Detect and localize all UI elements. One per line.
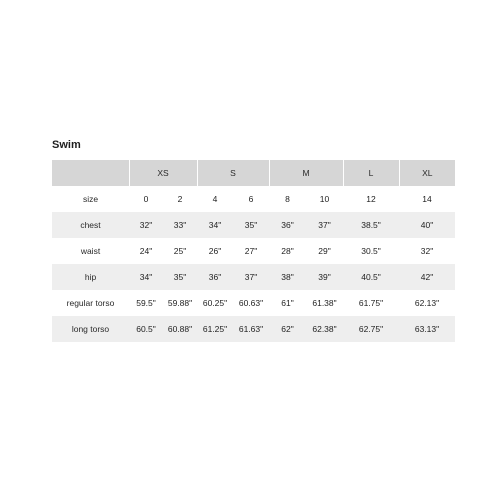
table-cell: 6 xyxy=(248,194,254,204)
size-header-row xyxy=(52,160,455,186)
page-title: Swim xyxy=(52,139,81,151)
row-label: regular torso xyxy=(66,298,115,308)
size-header-xs: XS xyxy=(129,160,197,186)
row-label: hip xyxy=(52,264,129,290)
row-label: chest xyxy=(52,212,129,238)
table-cell: 27" xyxy=(244,246,258,256)
table-cell: 2 xyxy=(177,194,183,204)
table-cell: 63.13" xyxy=(399,316,455,342)
table-cell: 10 xyxy=(319,194,330,204)
table-cell: 40" xyxy=(399,212,455,238)
table-cell: 36" xyxy=(269,212,306,238)
table-cell: 29" xyxy=(318,246,331,256)
row-label: size xyxy=(82,194,99,204)
size-chart-table xyxy=(52,160,455,342)
table-cell: 0 xyxy=(143,194,149,204)
table-cell: 32" xyxy=(420,246,434,256)
table-row xyxy=(52,238,455,264)
header-blank-cell xyxy=(52,160,129,186)
table-cell: 37" xyxy=(233,264,269,290)
table-cell: 59.5" xyxy=(136,298,156,308)
table-cell: 14 xyxy=(422,194,432,204)
size-header-xl: XL xyxy=(399,160,455,186)
table-cell: 33" xyxy=(163,212,197,238)
table-cell: 59.88" xyxy=(167,298,193,308)
table-row xyxy=(52,316,455,342)
table-row xyxy=(52,186,455,212)
table-cell: 30.5" xyxy=(361,246,381,256)
table-cell: 26" xyxy=(208,246,222,256)
table-cell: 62" xyxy=(269,316,306,342)
table-cell: 62.75" xyxy=(343,316,399,342)
table-cell: 60.88" xyxy=(163,316,197,342)
table-cell: 60.25" xyxy=(202,298,228,308)
table-row xyxy=(52,290,455,316)
table-cell: 62.13" xyxy=(414,298,440,308)
table-cell: 42" xyxy=(399,264,455,290)
table-cell: 36" xyxy=(197,264,233,290)
table-cell: 25" xyxy=(173,246,187,256)
table-cell: 60.5" xyxy=(129,316,163,342)
table-cell: 32" xyxy=(129,212,163,238)
table-cell: 40.5" xyxy=(343,264,399,290)
table-cell: 12 xyxy=(366,194,376,204)
row-label: long torso xyxy=(52,316,129,342)
table-row xyxy=(52,264,455,290)
table-cell: 37" xyxy=(306,212,343,238)
table-cell: 35" xyxy=(233,212,269,238)
table-cell: 8 xyxy=(285,194,290,204)
table-cell: 28" xyxy=(281,246,294,256)
table-cell: 34" xyxy=(197,212,233,238)
table-cell: 60.63" xyxy=(238,298,264,308)
table-cell: 4 xyxy=(212,194,218,204)
table-row xyxy=(52,212,455,238)
measurement-rows xyxy=(52,186,455,342)
table-cell: 61.38" xyxy=(312,298,337,308)
table-cell: 61.75" xyxy=(358,298,384,308)
size-header-l: L xyxy=(343,160,399,186)
row-label: waist xyxy=(80,246,101,256)
table-cell: 61.63" xyxy=(233,316,269,342)
table-cell: 61.25" xyxy=(197,316,233,342)
table-cell: 34" xyxy=(129,264,163,290)
table-cell: 35" xyxy=(163,264,197,290)
table-cell: 39" xyxy=(306,264,343,290)
table-cell: 61" xyxy=(281,298,294,308)
table-cell: 24" xyxy=(139,246,153,256)
table-cell: 38" xyxy=(269,264,306,290)
table-cell: 38.5" xyxy=(343,212,399,238)
size-header-s: S xyxy=(197,160,269,186)
table-cell: 62.38" xyxy=(306,316,343,342)
size-header-m: M xyxy=(269,160,343,186)
